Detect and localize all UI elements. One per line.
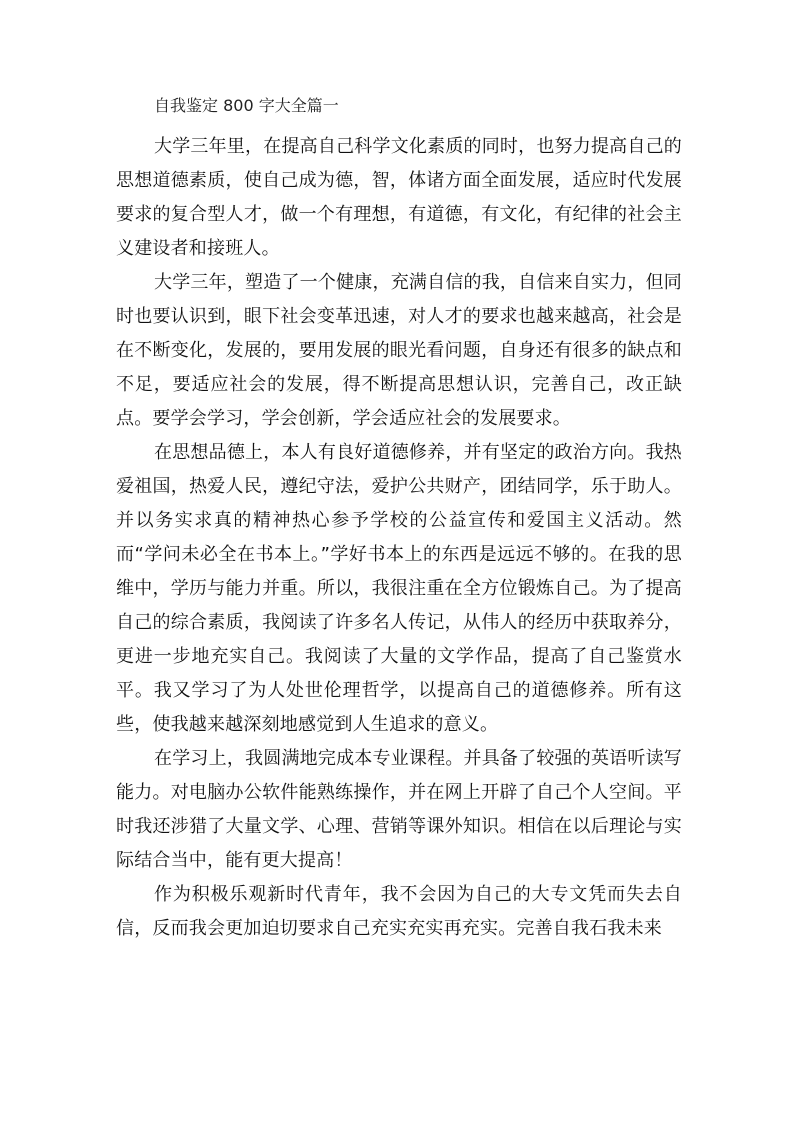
paragraph-4: 在学习上，我圆满地完成本专业课程。并具备了较强的英语听读写能力。对电脑办公软件能熟练操作，并在网上开辟了自己个人空间。平时我还涉猎了大量文学、心理、营销等课外知识。相信在以后理论与实际结合当中，能有更大提高！ [116, 748, 682, 871]
document-page [116, 94, 682, 946]
document-title: 自我鉴定 800 字大全篇一 [154, 96, 339, 115]
paragraph-1: 大学三年里，在提高自己科学文化素质的同时，也努力提高自己的思想道德素质，使自己成为德，智，体诸方面全面发展，适应时代发展要求的复合型人才，做一个有理想，有道德，有文化，有纪律的社会主义建设者和接班人。 [116, 136, 682, 259]
paragraph-3: 在思想品德上，本人有良好道德修养，并有坚定的政治方向。我热爱祖国，热爱人民，遵纪守法，爱护公共财产，团结同学，乐于助人。并以务实求真的精神热心参予学校的公益宣传和爱国主义活动。然而“学问未必全在书本上。”学好书本上的东西是远远不够的。在我的思维中，学历与能力并重。所以，我很注重在全方位锻炼自己。为了提高自己的综合素质，我阅读了许多名人传记，从伟人的经历中获取养分，更进一步地充实自己。我阅读了大量的文学作品，提高了自己鉴赏水平。我又学习了为人处世伦理哲学，以提高自己的道德修养。所有这些，使我越来越深刻地感觉到人生追求的意义。 [116, 442, 682, 735]
paragraph-5: 作为积极乐观新时代青年，我不会因为自己的大专文凭而失去自信，反而我会更加迫切要求自己充实充实再充实。完善自我石我未来 [116, 884, 682, 939]
paragraph-2: 大学三年，塑造了一个健康，充满自信的我，自信来自实力，但同时也要认识到，眼下社会变革迅速，对人才的要求也越来越高，社会是在不断变化，发展的，要用发展的眼光看问题，自身还有很多的缺点和不足，要适应社会的发展，得不断提高思想认识，完善自己，改正缺点。要学会学习，学会创新，学会适应社会的发展要求。 [116, 272, 682, 429]
